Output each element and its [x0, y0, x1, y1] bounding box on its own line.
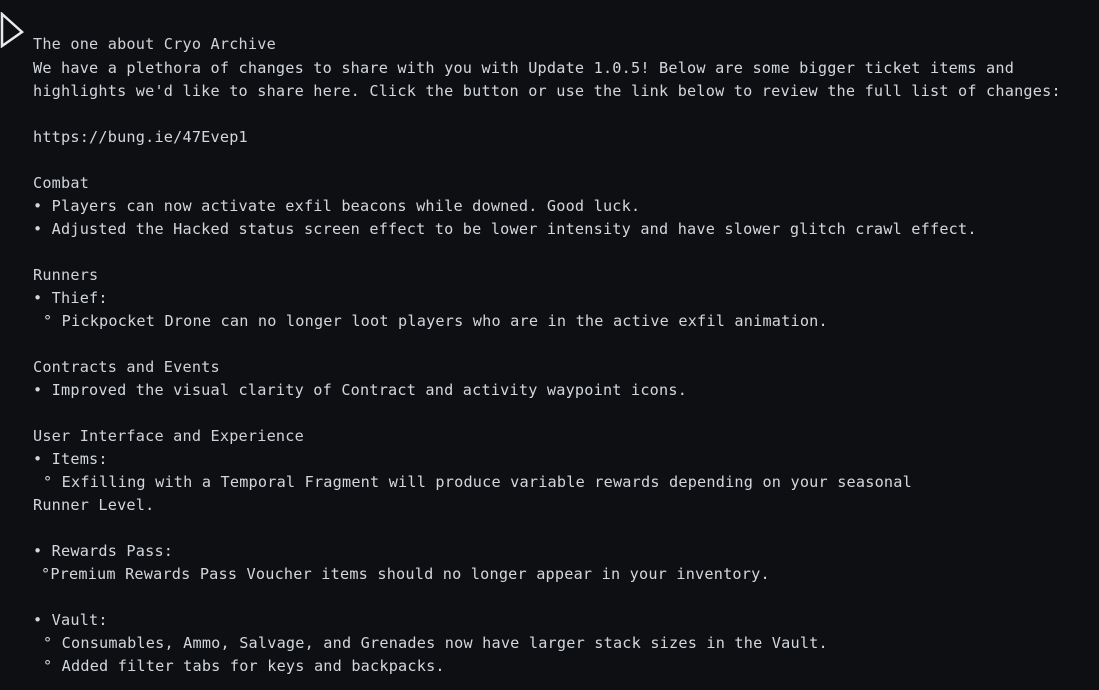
patch-notes-link-row [33, 126, 1081, 149]
spacer [33, 149, 1081, 172]
spacer [33, 241, 1081, 264]
list-item: ° Pickpocket Drone can no longer loot players who are in the active exfil animation. [43, 312, 828, 330]
page-title: The one about Cryo Archive [33, 35, 276, 53]
list-item: °Premium Rewards Pass Voucher items should no longer appear in your inventory. [41, 565, 770, 583]
list-item: • Thief: [33, 289, 108, 307]
list-item: ° Consumables, Ammo, Salvage, and Grenades now have larger stack sizes in the Vault. [43, 634, 828, 652]
list-item: • Adjusted the Hacked status screen effect to be lower intensity and have slower glitch crawl effect. [33, 220, 977, 238]
section-heading-user-interface-and-experience: User Interface and Experience [33, 427, 304, 445]
intro-paragraph: We have a plethora of changes to share with you with Update 1.0.5! Below are some bigger ticket items and highlights we'd like to share here. Click the button or use the link below to review the full list of changes: [33, 59, 1061, 100]
section-heading-contracts-and-events: Contracts and Events [33, 358, 220, 376]
list-item: • Players can now activate exfil beacons while downed. Good luck. [33, 197, 641, 215]
list-item-continuation: Runner Level. [33, 496, 155, 514]
list-item: • Vault: [33, 611, 108, 629]
list-item: ° Added filter tabs for keys and backpacks. [43, 657, 445, 675]
spacer [33, 103, 1081, 126]
spacer [33, 402, 1081, 425]
spacer [33, 586, 1081, 609]
patch-notes-link[interactable]: https://bung.ie/47Evep1 [33, 128, 248, 146]
section-heading-runners: Runners [33, 266, 99, 284]
pointer-marker-icon [0, 12, 28, 48]
list-item: • Items: [33, 450, 108, 468]
patch-notes-body [33, 33, 1081, 678]
list-item: • Rewards Pass: [33, 542, 174, 560]
list-item: • Improved the visual clarity of Contract and activity waypoint icons. [33, 381, 688, 399]
spacer [33, 333, 1081, 356]
section-heading-combat: Combat [33, 174, 90, 192]
list-item: ° Exfilling with a Temporal Fragment will produce variable rewards depending on your seasonal [43, 473, 912, 491]
spacer [33, 517, 1081, 540]
